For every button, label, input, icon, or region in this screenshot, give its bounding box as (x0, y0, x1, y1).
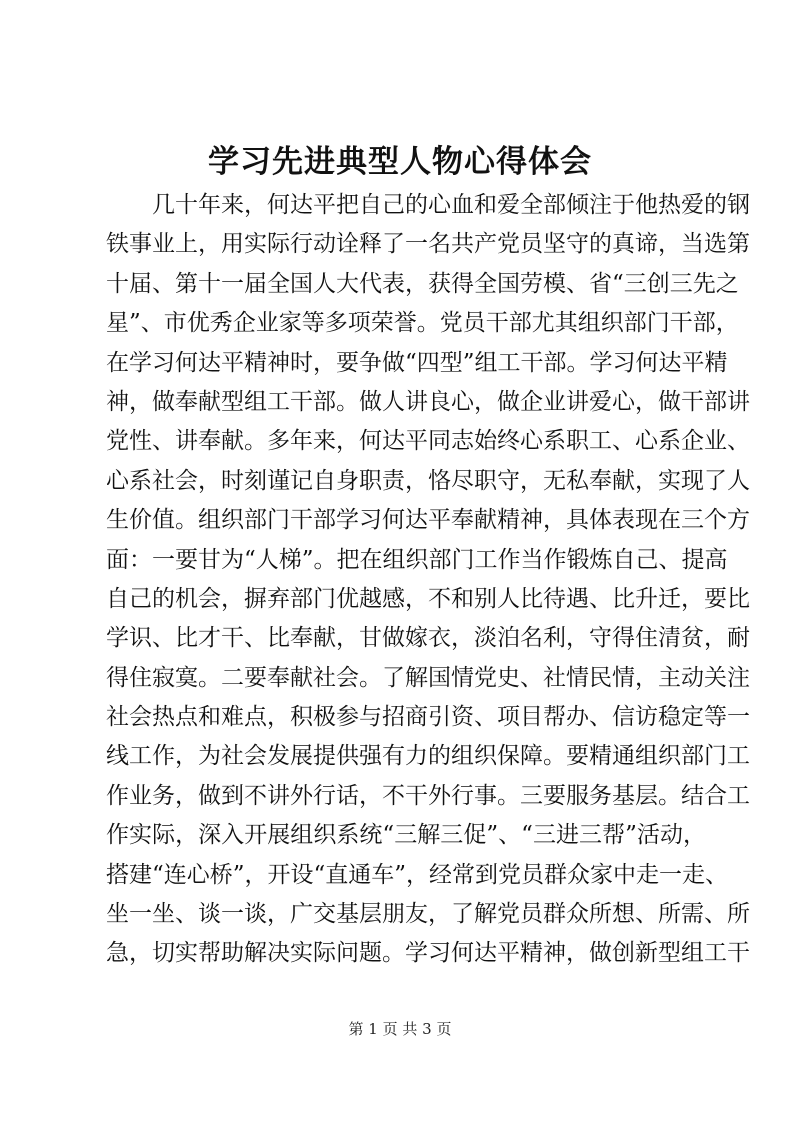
body-line: 学识、比才干、比奉献，甘做嫁衣，淡泊名利，守得住清贫，耐 (106, 625, 750, 652)
page-number-footer: 第 1 页 共 3 页 (348, 1020, 452, 1038)
body-line: 十届、第十一届全国人大代表，获得全国劳模、省“三创三先之 (106, 270, 739, 297)
body-line: 星”、市优秀企业家等多项荣誉。党员干部尤其组织部门干部， (106, 310, 739, 337)
body-line: 心系社会，时刻谨记自身职责，恪尽职守，无私奉献，实现了人 (106, 467, 750, 494)
body-line: 搭建“连心桥”，开设“直通车”，经常到党员群众家中走一走、 (106, 861, 729, 888)
body-line: 在学习何达平精神时，要争做“四型”组工干部。学习何达平精 (106, 349, 728, 376)
body-line: 生价值。组织部门干部学习何达平奉献精神，具体表现在三个方 (106, 507, 750, 534)
body-line: 神，做奉献型组工干部。做人讲良心，做企业讲爱心，做干部讲 (106, 388, 750, 415)
body-line: 面：一要甘为“人梯”。把在组织部门工作当作锻炼自己、提高 (106, 546, 728, 573)
body-line: 几十年来，何达平把自己的心血和爱全部倾注于他热爱的钢 (152, 192, 750, 218)
body-line: 作业务，做到不讲外行话，不干外行事。三要服务基层。结合工 (106, 782, 750, 809)
document-body (106, 186, 750, 974)
body-line: 坐一坐、谈一谈，广交基层朋友，了解党员群众所想、所需、所 (106, 901, 750, 928)
body-line: 党性、讲奉献。多年来，何达平同志始终心系职工、心系企业、 (106, 428, 750, 455)
body-line: 作实际，深入开展组织系统“三解三促”、“三进三帮”活动， (106, 822, 706, 849)
body-line: 自己的机会，摒弃部门优越感，不和别人比待遇、比升迁，要比 (106, 585, 750, 612)
body-line: 铁事业上，用实际行动诠释了一名共产党员坚守的真谛，当选第 (106, 231, 750, 258)
body-line: 社会热点和难点，积极参与招商引资、项目帮办、信访稳定等一 (106, 704, 750, 731)
body-line: 得住寂寞。二要奉献社会。了解国情党史、社情民情，主动关注 (106, 664, 750, 691)
body-line: 线工作，为社会发展提供强有力的组织保障。要精通组织部门工 (106, 743, 750, 770)
document-title: 学习先进典型人物心得体会 (208, 144, 592, 180)
body-line: 急，切实帮助解决实际问题。学习何达平精神，做创新型组工干 (106, 940, 750, 967)
